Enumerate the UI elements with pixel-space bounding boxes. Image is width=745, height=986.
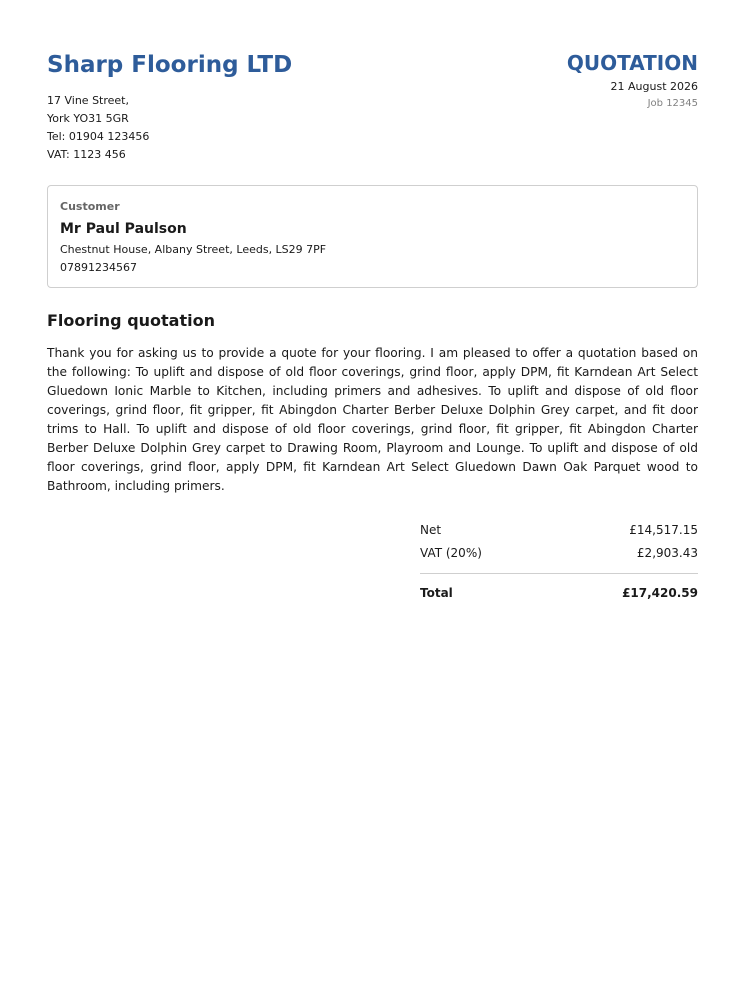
- total-value: £17,420.59: [622, 586, 698, 600]
- net-value: £14,517.15: [629, 523, 698, 537]
- customer-phone: 07891234567: [60, 261, 137, 274]
- totals-divider: [420, 573, 698, 574]
- vat-value: £2,903.43: [636, 546, 698, 560]
- company-details: [47, 92, 292, 164]
- document-title: QUOTATION: [566, 51, 698, 75]
- customer-name: Mr Paul Paulson: [60, 221, 187, 237]
- total-label: Total: [420, 586, 453, 600]
- vat-row: [420, 542, 698, 565]
- company-vat: VAT: 1123 456: [47, 148, 126, 161]
- company-tel: Tel: 01904 123456: [47, 130, 150, 143]
- document-meta: [567, 50, 698, 112]
- company-name: Sharp Flooring LTD: [47, 52, 293, 78]
- net-label: Net: [420, 523, 442, 537]
- customer-box: [47, 185, 698, 288]
- company-address-line2: York YO31 5GR: [47, 112, 129, 125]
- customer-address: Chestnut House, Albany Street, Leeds, LS29 7PF: [60, 243, 327, 256]
- vat-label: VAT (20%): [420, 546, 482, 560]
- document-date: 21 August 2026: [610, 80, 698, 93]
- company-block: [47, 50, 292, 164]
- net-row: [420, 519, 698, 542]
- header: [47, 50, 698, 164]
- quotation-body: Thank you for asking us to provide a quote for your flooring. I am pleased to offer a quotation based on the following: To uplift and dispose of old floor coverings, grind floor, apply DPM, fit Karndean Art Select Gluedown Ionic Marble to Kitchen, including primers and adhesives. To uplift and dispose of old floor coverings, grind floor, fit gripper, fit Abingdon Charter Berber Deluxe Dolphin Grey carpet, and fit door trims to Hall. To uplift and dispose of old floor coverings, grind floor, fit gripper, fit Abingdon Charter Berber Deluxe Dolphin Grey carpet to Drawing Room, Playroom and Lounge. To uplift and dispose of old floor coverings, grind floor, apply DPM, fit Karndean Art Select Gluedown Dawn Oak Parquet wood to Bathroom, including primers.: [47, 346, 698, 493]
- customer-heading: Customer: [60, 200, 120, 213]
- totals-table: [420, 519, 698, 605]
- total-row: [420, 582, 698, 605]
- job-number: Job 12345: [647, 98, 698, 109]
- quotation-section-title: Flooring quotation: [47, 311, 215, 330]
- company-address-line1: 17 Vine Street,: [47, 94, 129, 107]
- quotation-page: [47, 50, 698, 605]
